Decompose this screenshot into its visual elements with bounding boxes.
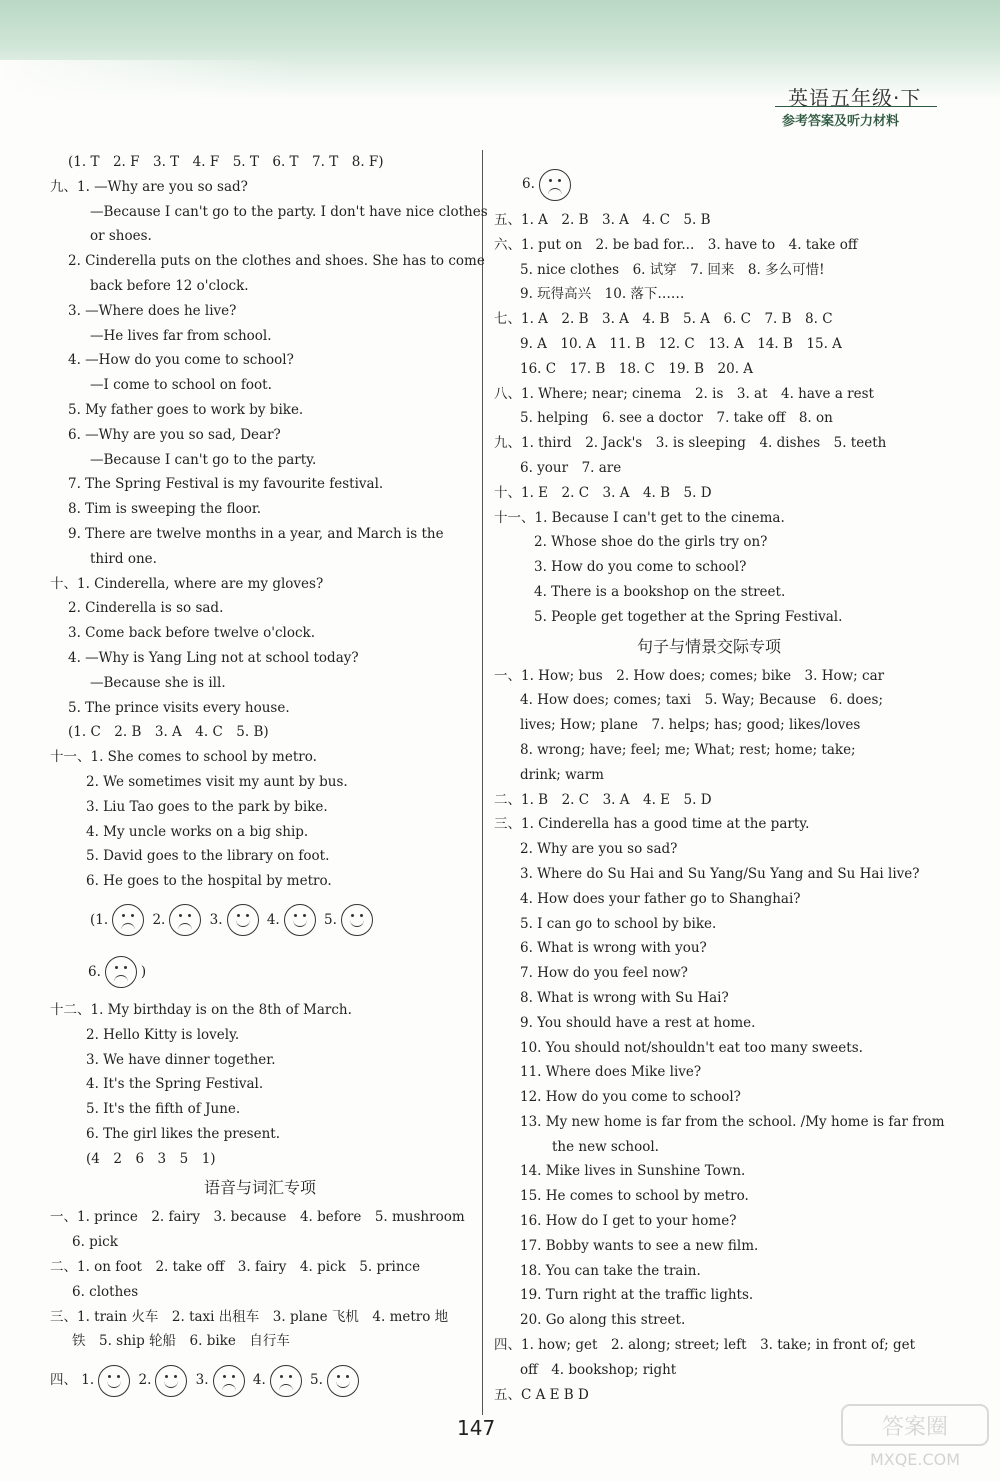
happy-face-icon	[155, 1365, 187, 1397]
happy-face-icon	[98, 1365, 130, 1397]
answer-line: 5. nice clothes 6. 试穿 7. 回来 8. 多么可惜!	[520, 261, 825, 278]
section-number: 一、	[494, 667, 521, 684]
answer-line: 6. He goes to the hospital by metro.	[86, 873, 332, 890]
face-answers	[494, 162, 924, 206]
answer-line: 13. My new home is far from the school. /My home is far from	[520, 1113, 945, 1130]
sad-face-icon	[112, 904, 144, 936]
answer-line: 9. A 10. A 11. B 12. C 13. A 14. B 15. A	[520, 335, 842, 352]
answer-line	[494, 664, 924, 689]
answer-text: 1. A 2. B 3. A 4. C 5. B	[521, 212, 711, 228]
answer-line: 5. My father goes to work by bike.	[68, 401, 304, 418]
section-number: 二、	[494, 791, 521, 808]
answer-text: 1. My birthday is on the 8th of March.	[90, 1001, 352, 1018]
header-rule	[775, 106, 937, 107]
face-label: 4.	[266, 911, 280, 928]
answer-line	[50, 175, 470, 200]
section-number: 四、	[494, 1337, 521, 1354]
answer-text: 1. on foot 2. take off 3. fairy 4. pick 5. prince	[77, 1259, 421, 1276]
answer-line: drink; warm	[520, 766, 604, 783]
answer-line: —I come to school on foot.	[90, 377, 272, 394]
answer-line: 5. I can go to school by bike.	[520, 915, 717, 932]
sad-face-icon	[539, 169, 571, 201]
section-number: 二、	[50, 1259, 77, 1276]
answer-line: 11. Where does Mike live?	[520, 1064, 702, 1081]
answer-line: 3. We have dinner together.	[86, 1051, 276, 1068]
answer-text: 1. train 火车 2. taxi 出租车 3. plane 飞机 4. metro 地	[77, 1308, 449, 1325]
answer-line	[494, 812, 924, 837]
face-label: 3.	[195, 1372, 209, 1389]
answer-line: 14. Mike lives in Sunshine Town.	[520, 1163, 746, 1180]
book-title: 英语五年级·下	[788, 86, 922, 110]
answer-line: 2. Cinderella is so sad.	[68, 600, 224, 617]
answer-line: 10. You should not/shouldn't eat too many sweets.	[520, 1039, 863, 1056]
answer-line: back before 12 o'clock.	[90, 277, 249, 294]
sad-face-icon	[270, 1365, 302, 1397]
answer-line: 2. Why are you so sad?	[520, 841, 678, 858]
answer-text: 1. third 2. Jack's 3. is sleeping 4. dishes 5. teeth	[521, 435, 887, 452]
face-label: 2.	[138, 1372, 152, 1389]
sad-face-icon	[105, 956, 137, 988]
answer-line	[494, 233, 924, 258]
answer-line: 12. How do you come to school?	[520, 1089, 741, 1106]
answer-line: or shoes.	[90, 228, 152, 245]
section-title: 语音与词汇专项	[203, 1178, 316, 1198]
section-number: 三、	[494, 816, 521, 833]
answer-line: 5. David goes to the library on foot.	[86, 848, 330, 865]
answer-line: 2. Cinderella puts on the clothes and shoes. She has to come	[68, 253, 485, 270]
happy-face-icon	[227, 904, 259, 936]
face-label: 2.	[152, 911, 166, 928]
answer-line: 4. It's the Spring Festival.	[86, 1076, 264, 1093]
answer-line: 6. pick	[72, 1234, 118, 1251]
answer-line: 5. The prince visits every house.	[68, 699, 290, 716]
answer-line	[50, 1255, 470, 1280]
answer-line: 6. your 7. are	[520, 459, 622, 476]
face-answers	[50, 946, 470, 998]
right-column	[494, 162, 945, 1407]
answer-line: the new school.	[552, 1138, 659, 1155]
answer-line: —Because I can't go to the party.	[90, 451, 317, 468]
column-divider	[482, 150, 483, 1415]
sad-face-icon	[169, 904, 201, 936]
watermark-main: 答案圈	[881, 1415, 949, 1440]
answer-line: 17. Bobby wants to see a new film.	[520, 1237, 759, 1254]
happy-face-icon	[327, 1365, 359, 1397]
section-number: 十二、	[50, 1001, 91, 1018]
section-number: 四、	[50, 1372, 77, 1389]
answer-line: 6. —Why are you so sad, Dear?	[68, 426, 281, 443]
answer-text: C A E B D	[521, 1386, 589, 1403]
answer-line: 7. The Spring Festival is my favourite festival.	[68, 476, 384, 493]
answer-line	[494, 1333, 924, 1358]
section-number: 十一、	[50, 749, 91, 766]
answer-line: 4. —How do you come to school?	[68, 352, 294, 369]
section-number: 五、	[494, 1386, 521, 1403]
answer-text: 1. —Why are you so sad?	[77, 178, 248, 195]
answer-line: 5. People get together at the Spring Festival.	[534, 608, 843, 625]
answer-text: 1. How; bus 2. How does; comes; bike 3. How; car	[521, 667, 885, 684]
watermark-logo	[840, 1401, 990, 1471]
answer-line: 4. There is a bookshop on the street.	[534, 583, 786, 600]
left-column	[50, 150, 488, 1406]
happy-face-icon	[284, 904, 316, 936]
answer-line	[494, 431, 924, 456]
face-answers	[50, 1354, 470, 1406]
face-label: 6.	[522, 176, 535, 192]
section-number: 十一、	[494, 509, 535, 526]
answer-line: 2. Whose shoe do the girls try on?	[534, 534, 768, 551]
section-number: 六、	[494, 236, 521, 253]
section-number: 八、	[494, 385, 521, 402]
answer-line: 15. He comes to school by metro.	[520, 1188, 749, 1205]
answer-line	[494, 382, 924, 407]
answer-text: 1. prince 2. fairy 3. because 4. before 5. mushroom	[77, 1209, 465, 1226]
section-title: 句子与情景交际专项	[636, 636, 781, 656]
answer-line: —Because I can't go to the party. I don't have nice clothes	[90, 203, 488, 220]
answer-line: 8. What is wrong with Su Hai?	[520, 989, 729, 1006]
answer-line: 6. clothes	[72, 1283, 139, 1300]
answer-line	[494, 788, 924, 813]
happy-face-icon	[341, 904, 373, 936]
answer-line: —He lives far from school.	[90, 327, 272, 344]
answer-line: (1. T 2. F 3. T 4. F 5. T 6. T 7. T 8. F)	[68, 154, 384, 170]
answer-line: 5. helping 6. see a doctor 7. take off 8. on	[520, 410, 833, 427]
section-number: 五、	[494, 212, 521, 228]
answer-line	[50, 572, 470, 597]
face-label: )	[140, 963, 147, 980]
answer-line	[494, 307, 924, 332]
answer-text: 1. Because I can't get to the cinema.	[534, 509, 785, 526]
answer-line: 8. Tim is sweeping the floor.	[68, 501, 262, 518]
answer-line: 4. —Why is Yang Ling not at school today?	[68, 649, 359, 666]
answer-line: 5. It's the fifth of June.	[86, 1101, 241, 1118]
face-label: (1.	[90, 911, 109, 928]
answer-text: 1. Cinderella has a good time at the party.	[521, 816, 810, 833]
answer-line: 2. Hello Kitty is lovely.	[86, 1026, 240, 1043]
face-label: 6.	[88, 963, 101, 980]
face-label: 4.	[252, 1372, 266, 1389]
answer-line: lives; How; plane 7. helps; has; good; likes/loves	[520, 717, 861, 734]
answer-line: 4. My uncle works on a big ship.	[86, 823, 309, 840]
answer-line: 4. How does your father go to Shanghai?	[520, 890, 801, 907]
answer-line: 3. Where do Su Hai and Su Yang/Su Yang and Su Hai live?	[520, 865, 920, 882]
section-number: 十、	[494, 484, 521, 501]
answer-line: 3. How do you come to school?	[534, 559, 747, 576]
sad-face-icon	[213, 1365, 245, 1397]
section-number: 七、	[494, 311, 521, 328]
answer-line	[494, 208, 924, 233]
answer-line: third one.	[90, 550, 157, 567]
answer-line: 3. Liu Tao goes to the park by bike.	[86, 798, 328, 815]
answer-line: off 4. bookshop; right	[520, 1361, 677, 1378]
section-number: 三、	[50, 1308, 77, 1325]
answer-line	[50, 1205, 470, 1230]
answer-text: 1. Cinderella, where are my gloves?	[77, 575, 324, 592]
answer-line: 9. There are twelve months in a year, and March is the	[68, 525, 444, 542]
page-number: 147	[457, 1416, 496, 1440]
face-label: 5.	[324, 911, 337, 928]
section-number: 十、	[50, 575, 77, 592]
answer-line: 8. wrong; have; feel; me; What; rest; home; take;	[520, 741, 856, 758]
answer-line: 3. —Where does he live?	[68, 302, 237, 319]
face-answers	[50, 894, 470, 946]
answer-line: (1. C 2. B 3. A 4. C 5. B)	[68, 724, 269, 741]
answer-text: 1. Where; near; cinema 2. is 3. at 4. have a rest	[521, 385, 874, 402]
answer-text: 1. She comes to school by metro.	[90, 749, 317, 766]
watermark-sub: MXQE.COM	[869, 1450, 961, 1469]
answer-line: 9. 玩得高兴 10. 落下……	[520, 286, 685, 303]
answer-line: 7. How do you feel now?	[520, 965, 688, 982]
answer-text: 1. put on 2. be bad for... 3. have to 4. take off	[521, 236, 858, 253]
answer-text: 1. A 2. B 3. A 4. B 5. A 6. C 7. B 8. C	[521, 311, 833, 328]
answer-line: 3. Come back before twelve o'clock.	[68, 625, 315, 642]
section-number: 九、	[494, 435, 521, 452]
answer-line	[50, 745, 470, 770]
section-number: 九、	[50, 178, 77, 195]
answer-text: 1. how; get 2. along; street; left 3. take; in front of; get	[521, 1337, 916, 1354]
answer-line: 6. The girl likes the present.	[86, 1125, 281, 1142]
answer-line: 2. We sometimes visit my aunt by bus.	[86, 773, 348, 790]
answer-line: 6. What is wrong with you?	[520, 940, 707, 957]
answer-line: 16. How do I get to your home?	[520, 1213, 737, 1230]
answer-line: 铁 5. ship 轮船 6. bike 自行车	[72, 1333, 290, 1350]
answer-line	[50, 1305, 470, 1330]
answer-text: 1. E 2. C 3. A 4. B 5. D	[521, 484, 712, 501]
face-label: 1.	[81, 1372, 95, 1389]
section-number: 一、	[50, 1209, 77, 1226]
answer-line: 9. You should have a rest at home.	[520, 1014, 756, 1031]
answer-line	[494, 481, 924, 506]
answer-line: 4. How does; comes; taxi 5. Way; Because 6. does;	[520, 692, 884, 709]
face-label: 3.	[209, 911, 223, 928]
answer-line: (4 2 6 3 5 1)	[86, 1150, 216, 1167]
face-label: 5.	[310, 1372, 323, 1389]
answer-text: 1. B 2. C 3. A 4. E 5. D	[521, 791, 712, 808]
answer-line: —Because she is ill.	[90, 674, 226, 691]
answer-line	[50, 998, 470, 1023]
answer-line: 20. Go along this street.	[520, 1312, 686, 1329]
answer-line: 16. C 17. B 18. C 19. B 20. A	[520, 360, 754, 377]
book-subtitle: 参考答案及听力材料	[782, 114, 900, 129]
answer-line	[494, 506, 924, 531]
answer-line: 18. You can take the train.	[520, 1262, 701, 1279]
answer-line: 19. Turn right at the traffic lights.	[520, 1287, 754, 1304]
